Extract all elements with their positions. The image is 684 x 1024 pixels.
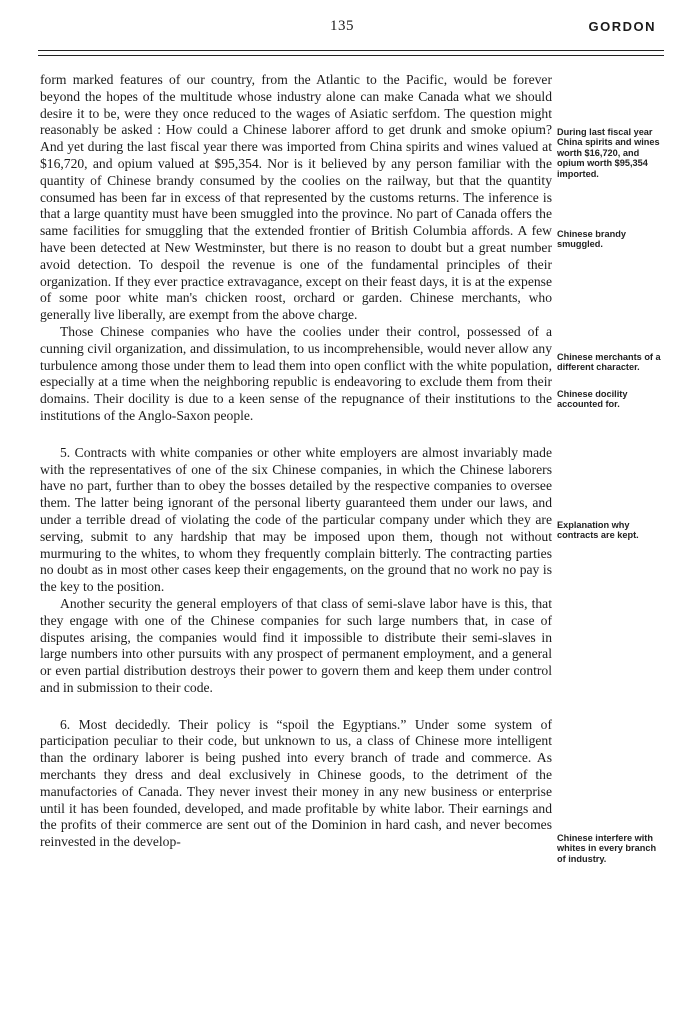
page-number: 135 [330,18,354,34]
margin-note-imports: During last fiscal year China spirits and wines worth $16,720, and opium worth $95,354 imported. [557,127,660,179]
header-rule-thin [38,55,664,56]
paragraph-another-security: Another security the general employers of that class of semi-slave labor have is this, that they engage with one of the Chinese companies for such large numbers that, in case of disputes arising, the companies would find it impossible to distribute their semi-slaves in large numbers into other pursuits with any prospect of permanent employment, and a general or even partial distribution destroys their power to govern them and keep them under control and in submission to their code. [40,595,552,695]
paragraph-continued: form marked features of our country, from the Atlantic to the Pacific, would be forever beyond the hopes of the multitude whose industry alone can make Canada what we should desire it to be, were they once reduced to the wages of Asiatic serfdom. The question might reasonably be asked : How could a Chinese laborer afford to get drunk and smoke opium? And yet during the last fiscal year there was imported from China spirits and wines valued at $16,720, and opium valued at $95,354. Nor is it believed by any person familiar with the quantity of Chinese brandy consumed by the coolies on the railway, but that the quantity consumed has been far in excess of that represented by the customs returns. The inference is that a large quantity must have been smuggled into the province. No part of Canada offers the same facilities for smuggling that the extended frontier of British Columbia affords. A few have been detected at New Westminster, but there is no reason to doubt but a great number avoid detection. To despoil the revenue is one of the fundamental principles of their organization. If they ever practice extravagance, except on their feast days, it is at the expense of some poor white man's chicken roost, orchard or garden. Chinese merchants, who generally live liberally, are exempt from the above charge. [40,72,552,323]
margin-note-contracts: Explanation why contracts are kept. [557,520,639,541]
margin-note-docility: Chinese docility accounted for. [557,389,628,410]
paragraph-docility: Those Chinese companies who have the coolies under their control, possessed of a cunning civil organization, and dissimulation, to us incomprehensible, would never allow any turbulence among those under them to lead them into open conflict with the white population, especially at a time when the neighboring republic is endeavoring to exclude them from their domains. Their docility is due to a keen sense of the repugnance of their institutions to the institutions of the Anglo-Saxon people. [40,323,552,423]
paragraph-answer-6: 6. Most decidedly. Their policy is “spoil the Egyptians.” Under some system of participation peculiar to their code, but unknown to us, a class of Chinese more intelligent than the ordinary laborer is being pushed into every branch of trade and commerce. As merchants they dress and deal exclusively in Chinese goods, to the detriment of the manufactories of Canada. They never invest their money in any new business or enterprise until it has been founded, developed, and made profitable by white labor. Their earnings and the profits of their commerce are sent out of the Dominion in hard cash, and never becomes reinvested in the develop- [40,716,552,850]
header-rule-thick [38,50,664,51]
margin-note-merchants: Chinese merchants of a different character. [557,352,661,373]
paragraph-answer-5: 5. Contracts with white companies or other white employers are almost invariably made with the representatives of one of the six Chinese companies, in which the Chinese laborers have no part, further than to obey the bosses detailed by the respective companies to oversee them. The latter being ignorant of the personal liberty guaranteed them under our laws, and under a terrible dread of violating the code of the particular company under which they are serving, submit to any hardship that may be imposed upon them, though not without murmuring to the whites, to whom they frequently complain bitterly. The contracting parties no doubt as in most other cases keep their engagements, on the ground that no work no pay is the key to the position. [40,444,552,595]
running-head: GORDON [588,19,656,34]
body-text-column [40,72,552,851]
margin-note-interfere: Chinese interfere with whites in every branch of industry. [557,833,657,864]
margin-note-brandy: Chinese brandy smuggled. [557,229,626,250]
